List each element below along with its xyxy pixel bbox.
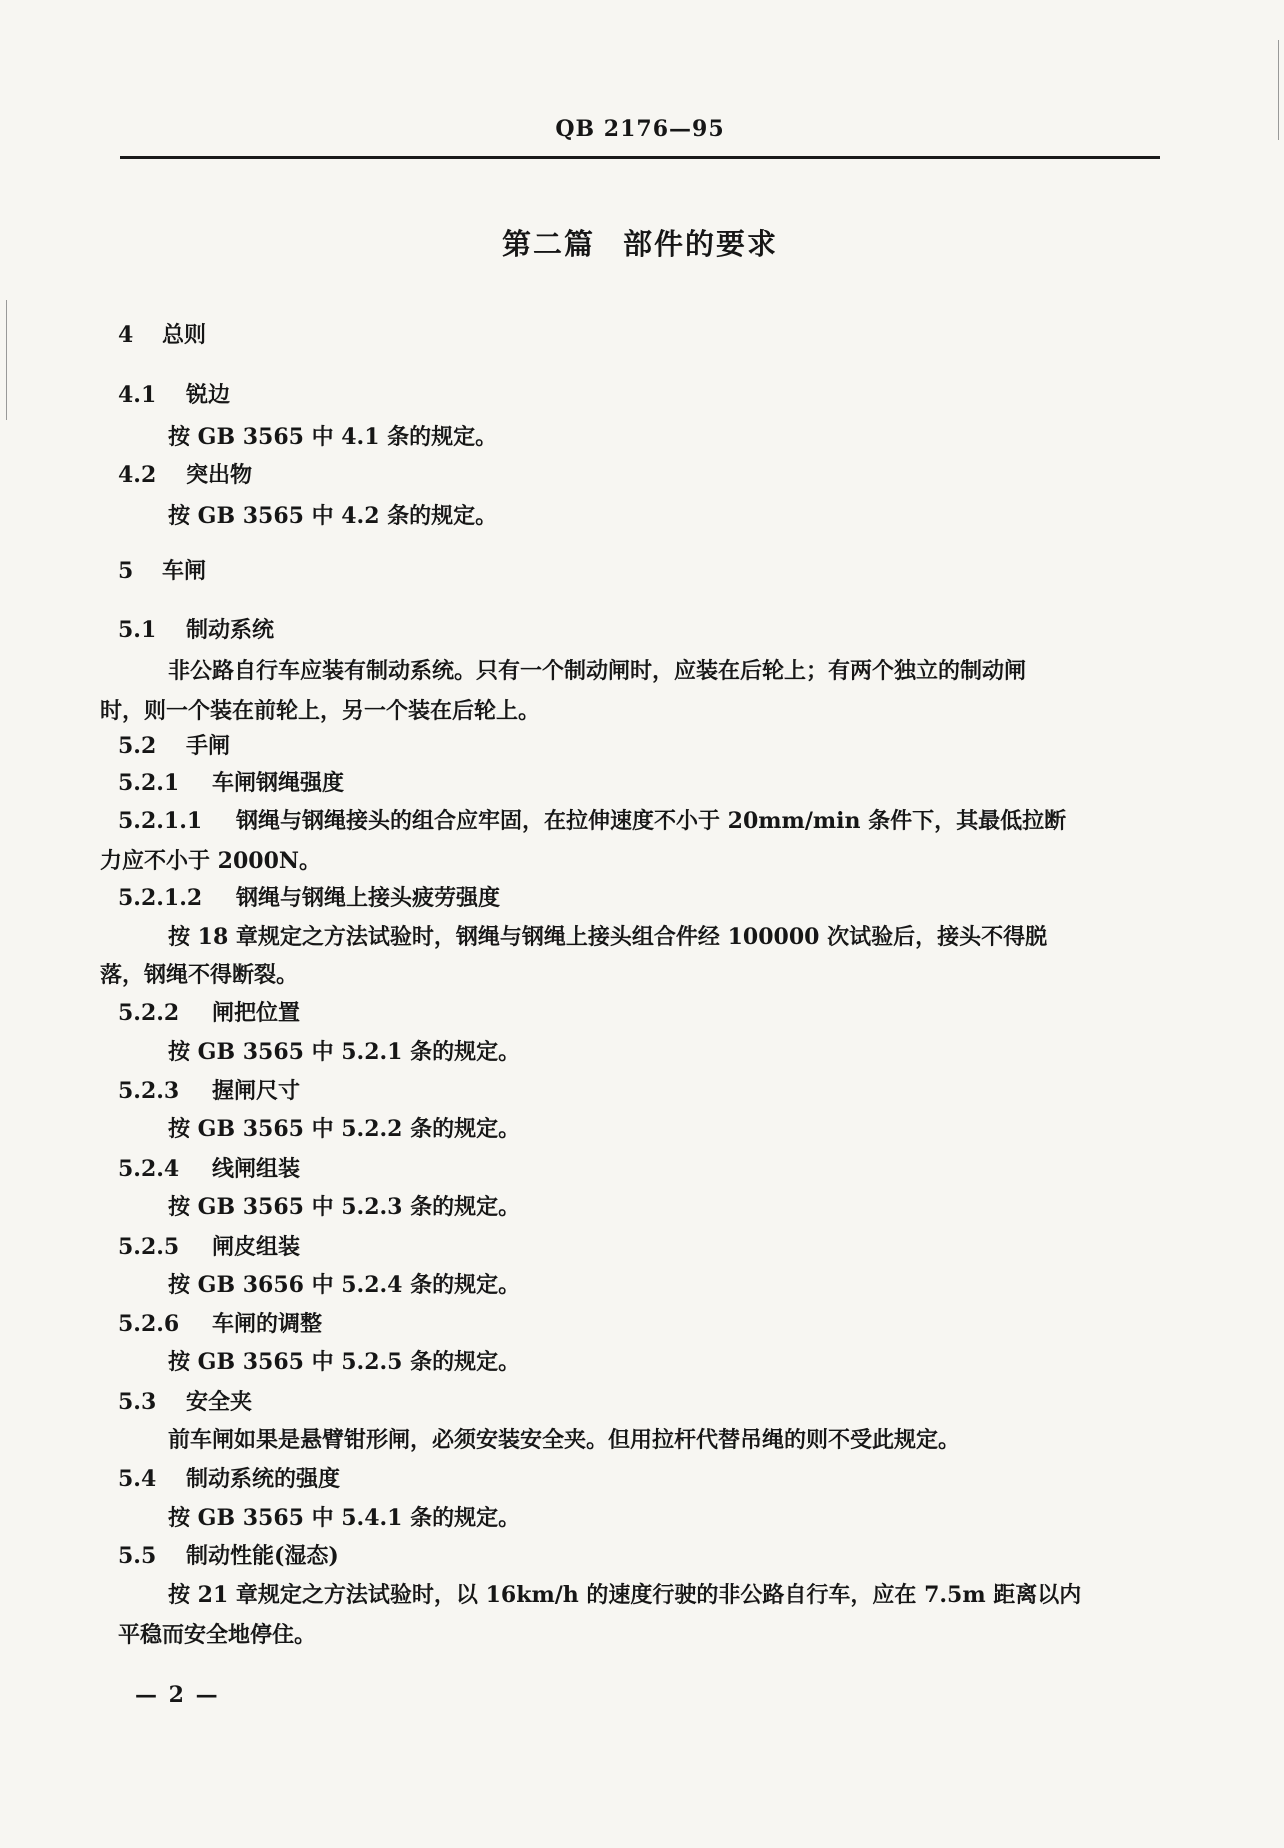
section-heading	[118, 1230, 300, 1264]
paragraph-text: 按 GB 3565 中 4.2 条的规定。	[168, 503, 498, 529]
section-title: 钢绳与钢绳上接头疲劳强度	[236, 885, 501, 911]
header-rule	[120, 156, 1160, 159]
section-number: 5.2.2	[118, 1000, 180, 1026]
paragraph-text: 按 GB 3565 中 5.2.2 条的规定。	[168, 1116, 521, 1142]
section-heading	[118, 613, 274, 647]
section-number: 5.2	[118, 733, 157, 759]
paragraph-text: 平稳而安全地停住。	[118, 1622, 317, 1648]
section-number: 5.2.5	[118, 1234, 180, 1260]
section-title: 制动系统	[186, 617, 275, 643]
body-text-line	[168, 1035, 520, 1069]
section-heading	[118, 318, 206, 352]
section-number: 5.5	[118, 1543, 157, 1569]
paragraph-text: 按 GB 3565 中 5.2.1 条的规定。	[168, 1039, 521, 1065]
body-text-line	[168, 499, 497, 533]
paragraph-text: 按 GB 3565 中 4.1 条的规定。	[168, 424, 498, 450]
section-heading	[118, 729, 230, 763]
section-heading	[118, 458, 252, 492]
body-text-line	[168, 420, 497, 454]
section-title: 车闸	[162, 558, 207, 584]
body-text-line	[118, 1618, 316, 1652]
section-title: 制动性能(湿态)	[186, 1543, 339, 1569]
part-label: 第二篇	[501, 227, 595, 261]
section-title: 安全夹	[186, 1389, 253, 1415]
section-title: 锐边	[186, 382, 231, 408]
page-number: — 2 —	[135, 1682, 220, 1708]
section-title: 握闸尺寸	[212, 1078, 301, 1104]
section-heading	[118, 766, 344, 800]
paragraph-text: 落，钢绳不得断裂。	[100, 962, 299, 988]
section-title: 闸把位置	[212, 1000, 301, 1026]
section-number: 5.2.1	[118, 770, 180, 796]
section-title: 闸皮组装	[212, 1234, 301, 1260]
section-number: 4	[118, 322, 134, 348]
section-title: 线闸组装	[212, 1156, 301, 1182]
section-number: 5.4	[118, 1466, 157, 1492]
section-heading	[118, 881, 500, 915]
section-number: 5	[118, 558, 134, 584]
paragraph-text: 时，则一个装在前轮上，另一个装在后轮上。	[100, 698, 541, 724]
section-number: 5.2.1.1	[118, 808, 203, 834]
body-text-line	[168, 1423, 960, 1457]
part-title	[120, 222, 1160, 263]
section-number: 5.2.4	[118, 1156, 180, 1182]
paragraph-text: 按 21 章规定之方法试验时，以 16km/h 的速度行驶的非公路自行车，应在 7.5m 距离以内	[168, 1582, 1082, 1608]
section-heading	[118, 996, 300, 1030]
body-text-line	[168, 654, 1026, 688]
section-number: 5.3	[118, 1389, 157, 1415]
scan-mark-left	[6, 300, 7, 420]
section-heading	[118, 1539, 339, 1573]
section-title: 突出物	[186, 462, 253, 488]
section-number: 4.1	[118, 382, 157, 408]
body-text-line	[100, 844, 321, 878]
paragraph-text: 按 18 章规定之方法试验时，钢绳与钢绳上接头组合件经 100000 次试验后，接头不得脱	[168, 924, 1048, 950]
section-heading	[118, 1152, 300, 1186]
body-text-line	[100, 958, 298, 992]
section-title: 钢绳与钢绳接头的组合应牢固，在拉伸速度不小于 20mm/min 条件下，其最低拉断	[236, 808, 1067, 834]
section-number: 5.1	[118, 617, 157, 643]
body-text-line	[168, 1112, 520, 1146]
section-number: 5.2.1.2	[118, 885, 203, 911]
body-text-line	[168, 1501, 520, 1535]
part-heading: 部件的要求	[623, 227, 779, 261]
body-text-line	[168, 1268, 520, 1302]
paragraph-text: 非公路自行车应装有制动系统。只有一个制动闸时，应装在后轮上；有两个独立的制动闸	[168, 658, 1027, 684]
paragraph-text: 按 GB 3565 中 5.2.3 条的规定。	[168, 1194, 521, 1220]
section-title: 总则	[162, 322, 207, 348]
section-title: 车闸钢绳强度	[212, 770, 345, 796]
section-title: 手闸	[186, 733, 231, 759]
section-title: 制动系统的强度	[186, 1466, 341, 1492]
section-heading	[118, 1074, 300, 1108]
body-text-line	[168, 920, 1047, 954]
paragraph-text: 前车闸如果是悬臂钳形闸，必须安装安全夹。但用拉杆代替吊绳的则不受此规定。	[168, 1427, 961, 1453]
body-text-line	[100, 694, 540, 728]
body-text-line	[168, 1578, 1081, 1612]
standard-code-header: QB 2176—95	[555, 116, 725, 142]
paragraph-text: 按 GB 3656 中 5.2.4 条的规定。	[168, 1272, 521, 1298]
body-text-line	[168, 1345, 520, 1379]
section-heading	[118, 554, 206, 588]
scan-mark-right	[1278, 40, 1279, 140]
body-text-line	[168, 1190, 520, 1224]
paragraph-text: 力应不小于 2000N。	[100, 848, 321, 874]
section-number: 5.2.6	[118, 1311, 180, 1337]
paragraph-text: 按 GB 3565 中 5.4.1 条的规定。	[168, 1505, 521, 1531]
section-number: 4.2	[118, 462, 157, 488]
section-heading	[118, 1307, 322, 1341]
section-heading	[118, 378, 230, 412]
section-title: 车闸的调整	[212, 1311, 323, 1337]
section-heading	[118, 1385, 252, 1419]
section-heading	[118, 804, 1066, 838]
paragraph-text: 按 GB 3565 中 5.2.5 条的规定。	[168, 1349, 521, 1375]
section-heading	[118, 1462, 340, 1496]
section-number: 5.2.3	[118, 1078, 180, 1104]
